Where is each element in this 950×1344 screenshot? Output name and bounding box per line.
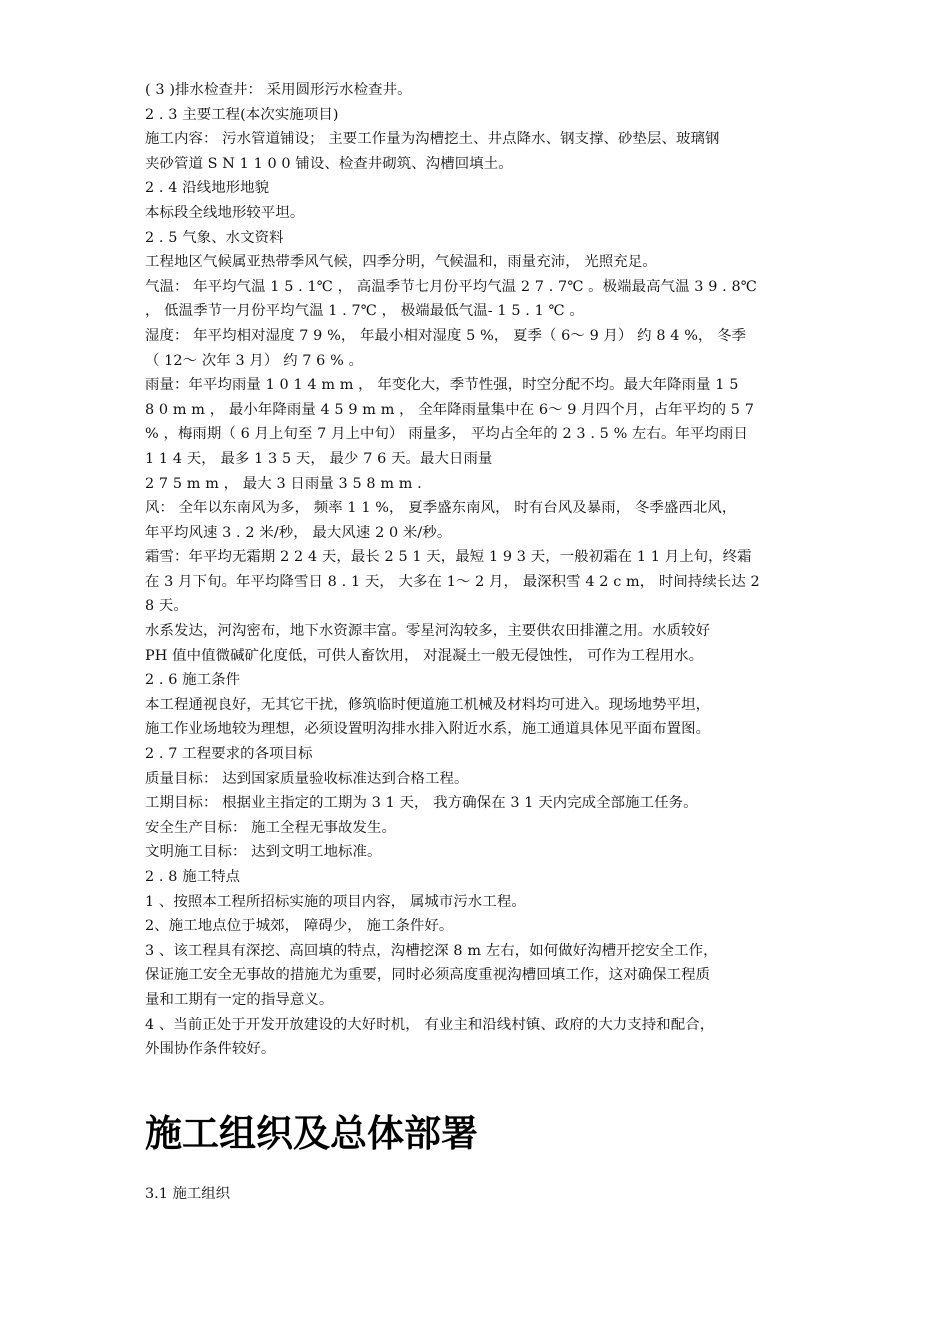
text-line: 本标段全线地形较平坦。 bbox=[145, 204, 305, 221]
text-line: 工程地区气候属亚热带季风气候，四季分明，气候温和，雨量充沛， 光照充足。 bbox=[145, 254, 657, 271]
text-line: 2、施工地点位于城郊， 障碍少， 施工条件好。 bbox=[145, 918, 454, 935]
text-line: 湿度： 年平均相对湿度 7 9 %， 年最小相对湿度 5 %， 夏季（ 6～ 9 月） 约 8 4 %， 冬季 bbox=[145, 327, 747, 344]
text-line: 施工作业场地较为理想，必须设置明沟排水排入附近水系，施工通道具体见平面布置图。 bbox=[145, 721, 711, 738]
text-line: 2 7 5 m m ， 最大 3 日雨量 3 5 8 m m . bbox=[145, 475, 422, 492]
text-line: 2 . 3 主要工程(本次实施项目) bbox=[145, 106, 339, 123]
text-line: PH 值中值微碱矿化度低，可供人畜饮用， 对混凝土一般无侵蚀性， 可作为工程用水。 bbox=[145, 647, 704, 664]
text-line: （ 12～ 次年 3 月） 约 7 6 % 。 bbox=[145, 352, 364, 369]
text-line: 4 、当前正处于开发开放建设的大好时机， 有业主和沿线村镇、政府的大力支持和配合， bbox=[145, 1016, 715, 1033]
text-line: ， 低温季节一月份平均气温 1 . 7℃ ， 极端最低气温- 1 5 . 1 ℃ 。 bbox=[145, 303, 584, 320]
text-line: 保证施工安全无事故的措施尤为重要，同时必须高度重视沟槽回填工作，这对确保工程质 bbox=[145, 967, 711, 984]
text-line: 气温： 年平均气温 1 5 . 1℃ ， 高温季节七月份平均气温 2 7 . 7℃ 。极端最高气温 3 9 . 8℃ bbox=[145, 278, 757, 295]
subsection-heading: 3.1 施工组织 bbox=[145, 1185, 231, 1202]
text-line: ( 3 )排水检查井： 采用圆形污水检查井。 bbox=[145, 82, 412, 98]
text-line: 2 . 6 施工条件 bbox=[145, 672, 241, 689]
text-line: 雨量：年平均雨量 1 0 1 4 m m ， 年变化大，季节性强，时空分配不均。最大年降雨量 1 5 bbox=[145, 377, 739, 394]
text-line: 本工程通视良好，无其它干扰，修筑临时便道施工机械及材料均可进入。现场地势平坦， bbox=[145, 696, 711, 713]
text-line: 霜雪：年平均无霜期 2 2 4 天，最长 2 5 1 天，最短 1 9 3 天，一般初霜在 1 1 月上旬，终霜 bbox=[145, 549, 752, 566]
text-line: 2 . 7 工程要求的各项目标 bbox=[145, 746, 313, 763]
text-line: 安全生产目标： 施工全程无事故发生。 bbox=[145, 819, 397, 836]
text-line: 1 、按照本工程所招标实施的项目内容， 属城市污水工程。 bbox=[145, 893, 526, 910]
text-line: 2 . 8 施工特点 bbox=[145, 869, 241, 885]
section-heading: 施工组织及总体部署 bbox=[145, 1111, 478, 1155]
document-body bbox=[145, 78, 825, 1062]
text-line: 工期目标： 根据业主指定的工期为 3 1 天， 我方确保在 3 1 天内完成全部施工任务。 bbox=[145, 795, 698, 812]
text-line: 在 3 月下旬。年平均降雪日 8 . 1 天， 大多在 1～ 2 月， 最深积雪 4 2 c m， 时间持续长达 2 bbox=[145, 573, 760, 590]
section-spacer bbox=[145, 1062, 825, 1096]
document-page bbox=[145, 78, 825, 1206]
text-line: 8 0 m m ， 最小年降雨量 4 5 9 m m ， 全年降雨量集中在 6～ 9 月四个月，占年平均的 5 7 bbox=[145, 401, 754, 418]
text-line: 3 、该工程具有深挖、高回填的特点，沟槽挖深 8 m 左右，如何做好沟槽开挖安全工作， bbox=[145, 942, 718, 959]
text-line: 2 . 5 气象、水文资料 bbox=[145, 229, 284, 246]
text-line: 质量目标： 达到国家质量验收标准达到合格工程。 bbox=[145, 770, 469, 787]
text-line: 文明施工目标： 达到文明工地标准。 bbox=[145, 844, 382, 861]
text-line: 年平均风速 3 . 2 米/秒， 最大风速 2 0 米/秒。 bbox=[145, 524, 452, 541]
text-line: 8 天。 bbox=[145, 598, 188, 615]
text-line: 1 1 4 天， 最多 1 3 5 天， 最少 7 6 天。最大日雨量 bbox=[145, 450, 493, 467]
text-line: 风： 全年以东南风为多， 频率 1 1 %， 夏季盛东南风， 时有台风及暴雨， 冬季盛西北风， bbox=[145, 500, 737, 517]
text-line: 夹砂管道 S N 1 1 0 0 铺设、检查井砌筑、沟槽回填土。 bbox=[145, 155, 513, 172]
text-line: % ，梅雨期（ 6 月上旬至 7 月上中旬） 雨量多， 平均占全年的 2 3 . 5 % 左右。年平均雨日 bbox=[145, 426, 748, 443]
text-line: 2 . 4 沿线地形地貌 bbox=[145, 180, 270, 197]
text-line: 量和工期有一定的指导意义。 bbox=[145, 991, 334, 1008]
text-line: 施工内容： 污水管道铺设； 主要工作量为沟槽挖土、井点降水、钢支撑、砂垫层、玻璃钢 bbox=[145, 131, 720, 148]
text-line: 外围协作条件较好。 bbox=[145, 1041, 276, 1058]
text-line: 水系发达，河沟密布，地下水资源丰富。零星河沟较多，主要供农田排灌之用。水质较好 bbox=[145, 623, 711, 640]
